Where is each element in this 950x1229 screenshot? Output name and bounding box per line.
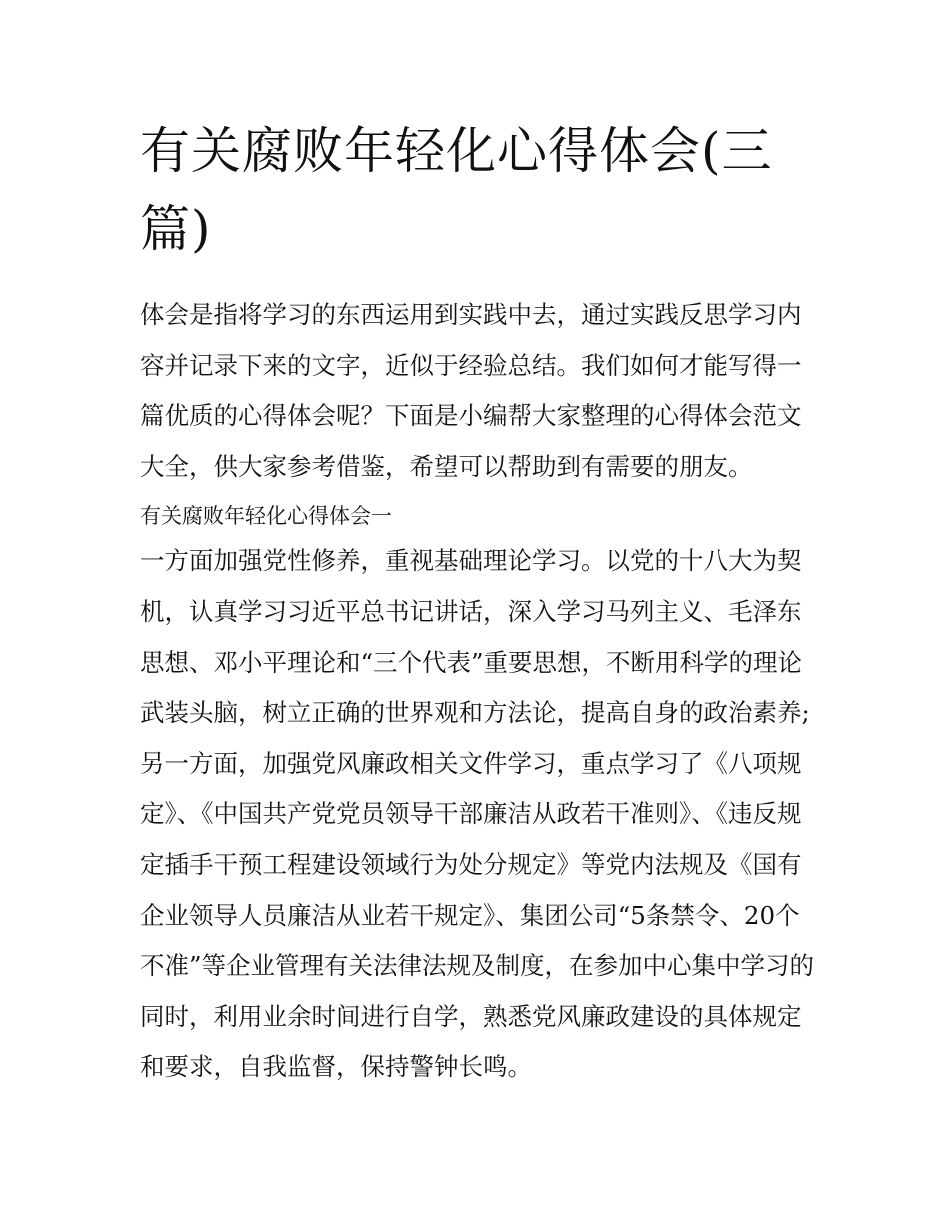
document-title: 有关腐败年轻化心得体会(三篇)	[140, 122, 773, 258]
section-heading: 有关腐败年轻化心得体会一	[140, 504, 392, 529]
body-paragraph: 一方面加强党性修养，重视基础理论学习。以党的十八大为契机，认真学习习近平总书记讲话，深入学习马列主义、毛泽东思想、邓小平理论和“三个代表”重要思想，不断用科学的理论武装头脑，树立正确的世界观和方法论，提高自身的政治素养;另一方面，加强党风廉政相关文件学习，重点学习了《八项规定》、《中国共产党党员领导干部廉洁从政若干准则》、《违反规定插手干预工程建设领域行为处分规定》等党内法规及《国有企业领导人员廉洁从业若干规定》、集团公司“5条禁令、20个不准”等企业管理有关法律法规及制度，在参加中心集中学习的同时，利用业余时间进行自学，熟悉党风廉政建设的具体规定和要求，自我监督，保持警钟长鸣。	[140, 546, 815, 1082]
document-page	[140, 112, 816, 1093]
intro-paragraph: 体会是指将学习的东西运用到实践中去，通过实践反思学习内容并记录下来的文字，近似于经验总结。我们如何才能写得一篇优质的心得体会呢？下面是小编帮大家整理的心得体会范文大全，供大家参考借鉴，希望可以帮助到有需要的朋友。	[140, 300, 802, 481]
